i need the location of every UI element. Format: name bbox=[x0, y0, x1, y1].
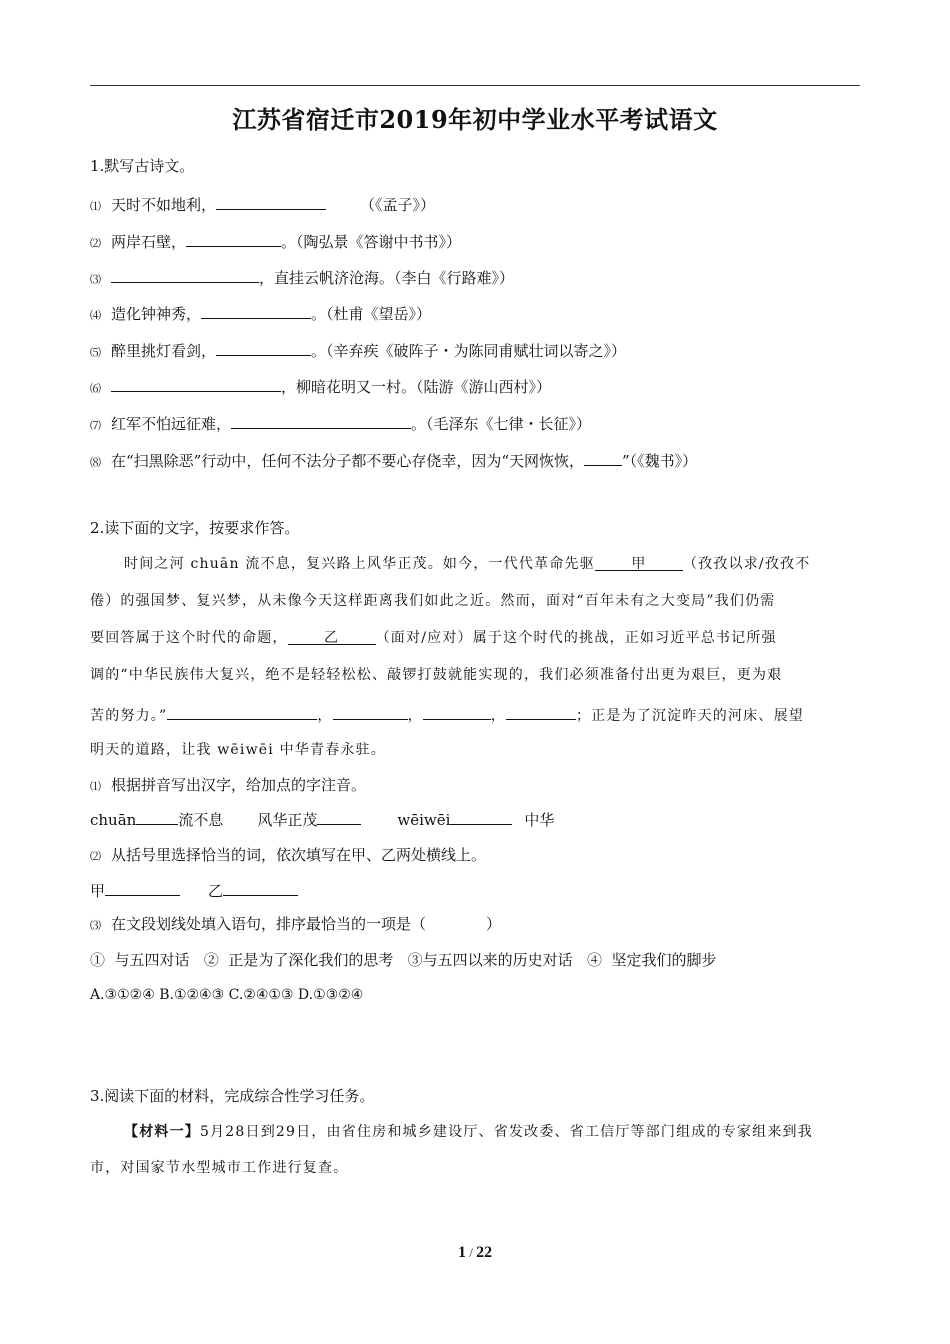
q2-heading: 2.读下面的文字，按要求作答。 bbox=[90, 519, 300, 537]
q1-item-3 bbox=[90, 266, 514, 290]
passage-text: （面对/应对）属于这个时代的挑战，正如习近平总书记所强 bbox=[375, 630, 777, 646]
q2-passage-line-1 bbox=[124, 554, 810, 574]
answer-blank[interactable] bbox=[450, 808, 512, 825]
label-jia: 甲 bbox=[90, 882, 106, 900]
item-text-post: 。（毛泽东《七律・长征》） bbox=[411, 415, 592, 433]
q2-passage-line-3 bbox=[90, 628, 777, 648]
item-text-pre: 两岸石壁， bbox=[111, 233, 187, 251]
q1-item-7 bbox=[90, 412, 591, 436]
sentence-blank[interactable] bbox=[506, 703, 576, 720]
item-text-pre: 醉里挑灯看剑， bbox=[111, 342, 217, 360]
material-text: 5月28日到29日，由省住房和城乡建设厅、省发改委、省工信厅等部门组成的专家组来到我 bbox=[200, 1124, 813, 1140]
passage-text: 时间之河 chuān 流不息，复兴路上风华正茂。如今，一代代革命先驱 bbox=[124, 556, 595, 572]
item-text-post: ，柳暗花明又一村。（陆游《游山西村》） bbox=[281, 378, 552, 396]
q2-sub2-answer-line bbox=[90, 879, 298, 901]
total-pages: 22 bbox=[476, 1244, 493, 1261]
item-number: ⑵ bbox=[90, 237, 101, 250]
q2-passage-line-2: 倦）的强国梦、复兴梦，从未像今天这样距离我们如此之近。然而，面对“百年未有之大变局”我们仍需 bbox=[90, 593, 776, 609]
answer-blank[interactable] bbox=[105, 879, 180, 896]
item-text-post: 。（陶弘景《答谢中书书》） bbox=[281, 233, 462, 251]
item-text-post: ，直挂云帆济沧海。（李白《行路难》） bbox=[259, 269, 515, 287]
word-text: 风华正茂 bbox=[257, 811, 318, 829]
word-text: 中华 bbox=[524, 811, 555, 829]
page-separator: / bbox=[465, 1245, 477, 1260]
answer-blank[interactable] bbox=[186, 230, 281, 247]
answer-blank[interactable] bbox=[111, 375, 281, 392]
comma: ， bbox=[317, 708, 333, 724]
q3-heading: 3.阅读下面的材料，完成综合性学习任务。 bbox=[90, 1087, 375, 1105]
item-text-pre: 天时不如地利， bbox=[111, 196, 217, 214]
pinyin-weiwei: wēiwēi bbox=[397, 811, 451, 829]
comma: ， bbox=[490, 708, 506, 724]
sentence-blank[interactable] bbox=[167, 703, 317, 720]
passage-text: 正是为了沉淀昨天的河床、展望 bbox=[591, 708, 804, 724]
q2-passage-line-4: 调的“中华民族伟大复兴，绝不是轻轻松松、敲锣打鼓就能实现的，我们必须准备付出更为艰巨，更为艰 bbox=[90, 667, 783, 683]
item-number: ⑵ bbox=[90, 850, 101, 863]
answer-blank[interactable] bbox=[223, 879, 298, 896]
comma: ， bbox=[407, 708, 423, 724]
item-number: ⑴ bbox=[90, 200, 101, 213]
q2-choices-line[interactable]: A.③①②④ B.①②④③ C.②④①③ D.①③②④ bbox=[90, 987, 364, 1003]
answer-blank[interactable] bbox=[584, 449, 622, 466]
q3-material-1-line-1 bbox=[124, 1122, 813, 1142]
item-number: ⑻ bbox=[90, 456, 101, 469]
blank-label: 乙 bbox=[324, 630, 340, 646]
item-number: ⑹ bbox=[90, 382, 101, 395]
q1-heading: 1.默写古诗文。 bbox=[90, 157, 195, 175]
blank-yi[interactable] bbox=[288, 628, 376, 645]
item-text-post: 。（辛弃疾《破阵子・为陈同甫赋壮词以寄之》） bbox=[311, 342, 627, 360]
sub-question-text: 在文段划线处填入语句，排序最恰当的一项是（ ） bbox=[111, 915, 502, 933]
q1-item-8 bbox=[90, 449, 697, 473]
passage-text: 要回答属于这个时代的命题， bbox=[90, 630, 288, 646]
current-page: 1 bbox=[457, 1244, 466, 1261]
q1-item-5 bbox=[90, 339, 626, 363]
item-text-post: 。（杜甫《望岳》） bbox=[311, 305, 432, 323]
passage-text: 苦的努力。” bbox=[90, 708, 168, 724]
answer-blank[interactable] bbox=[317, 808, 361, 825]
answer-blank[interactable] bbox=[201, 302, 311, 319]
blank-jia[interactable] bbox=[595, 554, 683, 571]
item-number: ⑺ bbox=[90, 419, 101, 432]
item-number: ⑴ bbox=[90, 780, 101, 793]
header-rule bbox=[90, 85, 860, 86]
answer-blank[interactable] bbox=[136, 808, 178, 825]
q1-item-6 bbox=[90, 375, 551, 399]
q1-item-4 bbox=[90, 302, 431, 326]
item-text-pre: 在“扫黑除恶”行动中，任何不法分子都不要心存侥幸，因为“天网恢恢， bbox=[111, 452, 585, 470]
page-number bbox=[0, 1244, 950, 1262]
answer-blank[interactable] bbox=[231, 412, 411, 429]
item-number: ⑷ bbox=[90, 309, 101, 322]
material-label: 【材料一】 bbox=[124, 1124, 200, 1140]
answer-blank[interactable] bbox=[216, 193, 326, 210]
answer-blank[interactable] bbox=[216, 339, 311, 356]
sentence-blank[interactable] bbox=[333, 703, 408, 720]
item-number: ⑶ bbox=[90, 919, 101, 932]
item-number: ⑶ bbox=[90, 273, 101, 286]
q2-passage-line-5 bbox=[90, 703, 804, 726]
q2-sub3 bbox=[90, 914, 501, 936]
label-yi: 乙 bbox=[208, 882, 224, 900]
sub-question-text: 从括号里选择恰当的词，依次填写在甲、乙两处横线上。 bbox=[111, 846, 487, 864]
pinyin-chuan: chuān bbox=[90, 811, 137, 829]
item-text-pre: 造化钟神秀， bbox=[111, 305, 202, 323]
q2-passage-line-6: 明天的道路，让我 wēiwēi 中华青春永驻。 bbox=[90, 742, 386, 758]
item-text-post: （《孟子》） bbox=[360, 196, 436, 214]
answer-blank[interactable] bbox=[111, 266, 259, 283]
q2-sub2 bbox=[90, 845, 486, 867]
passage-text: （孜孜以求/孜孜不 bbox=[682, 556, 811, 572]
q2-sub1-answer-line bbox=[90, 808, 554, 830]
item-text-pre: 红军不怕远征难， bbox=[111, 415, 232, 433]
item-text-post: ”（《魏书》） bbox=[622, 452, 698, 470]
page-title: 江苏省宿迁市2019年初中学业水平考试语文 bbox=[232, 105, 718, 134]
blank-label: 甲 bbox=[631, 556, 647, 572]
q3-material-1-line-2: 市，对国家节水型城市工作进行复查。 bbox=[90, 1160, 349, 1176]
item-number: ⑸ bbox=[90, 346, 101, 359]
q2-options-line: ① 与五四对话 ② 正是为了深化我们的思考 ③与五四以来的历史对话 ④ 坚定我们的脚步 bbox=[90, 951, 717, 969]
sentence-blank[interactable] bbox=[423, 703, 491, 720]
q1-item-1 bbox=[90, 193, 435, 217]
word-text: 流不息 bbox=[178, 811, 224, 829]
q2-sub1 bbox=[90, 775, 366, 797]
sub-question-text: 根据拼音写出汉字，给加点的字注音。 bbox=[111, 776, 367, 794]
semicolon: ； bbox=[575, 708, 592, 724]
q1-item-2 bbox=[90, 230, 461, 254]
